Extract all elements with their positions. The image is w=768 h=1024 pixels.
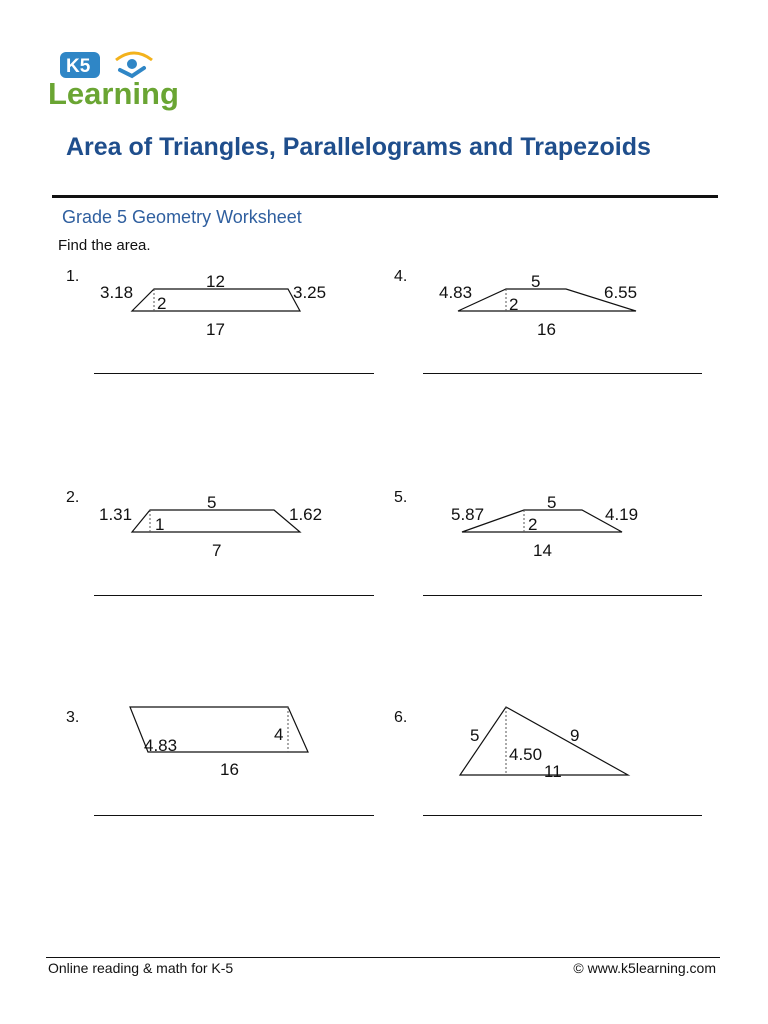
- problem-number: 2.: [66, 489, 80, 506]
- left-side-label: 5.87: [451, 505, 485, 524]
- title-divider: [52, 195, 718, 198]
- height-label: 4: [274, 725, 284, 744]
- left-side-label: 3.18: [100, 283, 134, 302]
- logo-accent-arc: [116, 53, 152, 60]
- logo-graphic: [46, 50, 188, 114]
- answer-line-1: [94, 373, 374, 374]
- problem-5: [394, 489, 694, 619]
- instruction-text: Find the area.: [58, 237, 151, 254]
- k5-learning-logo: [46, 50, 188, 114]
- parallelogram-figure: [66, 709, 366, 839]
- answer-line-2: [94, 595, 374, 596]
- footer-tagline: Online reading & math for K-5: [48, 960, 234, 976]
- height-label: 1: [155, 515, 165, 534]
- answer-line-6: [423, 815, 702, 816]
- logo-figure-arms: [120, 68, 144, 76]
- top-length-label: 5: [207, 493, 217, 512]
- trapezoid-shape: [462, 510, 622, 532]
- problem-6: [394, 709, 694, 839]
- worksheet-title: Area of Triangles, Parallelograms and Trapezoids: [66, 133, 651, 161]
- problem-number: 1.: [66, 268, 80, 285]
- answer-line-4: [423, 373, 702, 374]
- base-length-label: 17: [206, 320, 225, 339]
- problem-number: 5.: [394, 489, 408, 506]
- base-length-label: 7: [212, 541, 222, 560]
- logo-figure-head: [127, 59, 137, 69]
- left-side-label: 4.83: [439, 283, 473, 302]
- answer-line-3: [94, 815, 374, 816]
- right-side-label: 6.55: [604, 283, 638, 302]
- problem-2: [66, 489, 366, 619]
- slant-side-label: 4.83: [144, 736, 178, 755]
- left-side-label: 1.31: [99, 505, 133, 524]
- right-side-label: 9: [570, 726, 580, 745]
- left-side-label: 5: [470, 726, 480, 745]
- base-length-label: 14: [533, 541, 552, 560]
- base-length-label: 16: [537, 320, 556, 339]
- worksheet-subtitle: Grade 5 Geometry Worksheet: [62, 207, 302, 227]
- height-label: 2: [509, 295, 519, 314]
- problem-number: 3.: [66, 709, 80, 726]
- footer-divider: [46, 957, 720, 958]
- problem-3: [66, 709, 366, 839]
- base-length-label: 16: [220, 760, 239, 779]
- height-label: 2: [528, 515, 538, 534]
- right-side-label: 3.25: [293, 283, 327, 302]
- top-length-label: 5: [547, 493, 557, 512]
- top-length-label: 5: [531, 272, 541, 291]
- base-length-label: 11: [544, 762, 562, 781]
- height-label: 4.50: [509, 745, 543, 764]
- footer-website: © www.k5learning.com: [573, 960, 716, 976]
- top-length-label: 12: [206, 272, 225, 291]
- right-side-label: 4.19: [605, 505, 639, 524]
- problem-number: 6.: [394, 709, 408, 726]
- right-side-label: 1.62: [289, 505, 323, 524]
- problem-4: [394, 268, 694, 398]
- problem-number: 4.: [394, 268, 408, 285]
- logo-word: Learning: [48, 76, 179, 111]
- height-label: 2: [157, 294, 167, 313]
- problem-1: [66, 268, 366, 398]
- answer-line-5: [423, 595, 702, 596]
- logo-badge-text: K5: [66, 56, 91, 77]
